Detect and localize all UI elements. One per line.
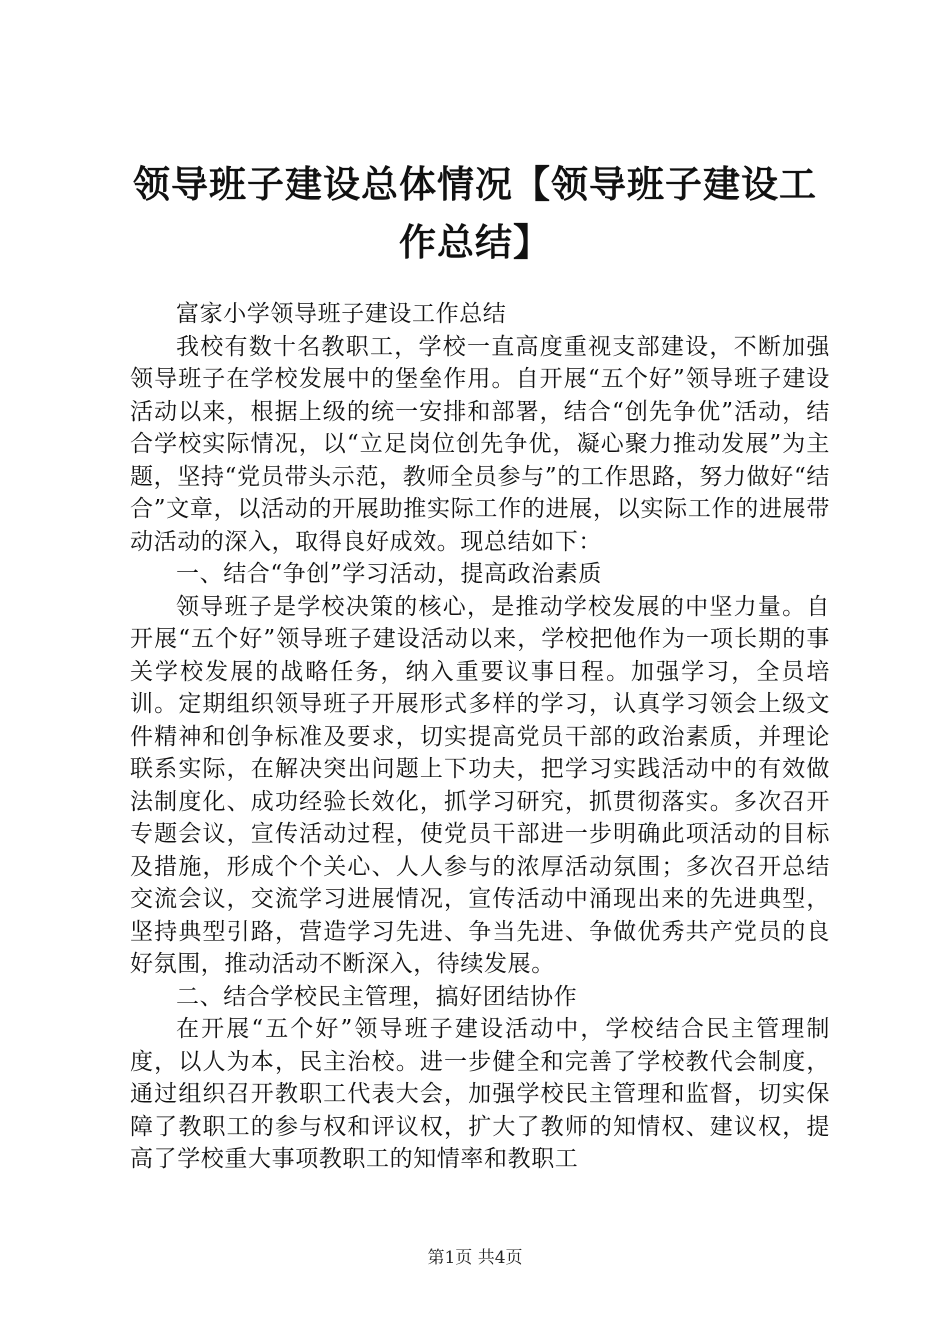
page-number-footer: 第1页 共4页 — [427, 1248, 523, 1268]
intro-paragraph: 我校有数十名教职工，学校一直高度重视支部建设，不断加强领导班子在学校发展中的堡垒作用。自开展“五个好”领导班子建设活动以来，根据上级的统一安排和部署，结合“创先争优”活动，结合学校实际情况，以“立足岗位创先争优，凝心聚力推动发展”为主题，坚持“党员带头示范，教师全员参与”的工作思路，努力做好“结合”文章，以活动的开展助推实际工作的进展，以实际工作的进展带动活动的深入，取得良好成效。现总结如下： — [130, 333, 830, 555]
section-2-paragraph: 在开展“五个好”领导班子建设活动中，学校结合民主管理制度，以人为本，民主治校。进一步健全和完善了学校教代会制度，通过组织召开教职工代表大会，加强学校民主管理和监督，切实保障了教职工的参与权和评议权，扩大了教师的知情权、建议权，提高了学校重大事项教职工的知情率和教职工 — [130, 1016, 830, 1172]
subtitle-paragraph: 富家小学领导班子建设工作总结 — [176, 301, 507, 327]
document-body — [130, 298, 830, 1176]
section-heading-1: 一、结合“争创”学习活动，提高政治素质 — [176, 561, 602, 587]
section-heading-2: 二、结合学校民主管理，搞好团结协作 — [176, 983, 578, 1010]
section-1-paragraph: 领导班子是学校决策的核心，是推动学校发展的中坚力量。自开展“五个好”领导班子建设活动以来，学校把他作为一项长期的事关学校发展的战略任务，纳入重要议事日程。加强学习，全员培训。定期组织领导班子开展形式多样的学习，认真学习领会上级文件精神和创争标准及要求，切实提高党员干部的政治素质，并理论联系实际，在解决突出问题上下功夫，把学习实践活动中的有效做法制度化、成功经验长效化，抓学习研究，抓贯彻落实。多次召开专题会议，宣传活动过程，使党员干部进一步明确此项活动的目标及措施，形成个个关心、人人参与的浓厚活动氛围；多次召开总结交流会议，交流学习进展情况，宣传活动中涌现出来的先进典型，坚持典型引路，营造学习先进、争当先进、争做优秀共产党员的良好氛围，推动活动不断深入，待续发展。 — [130, 593, 830, 977]
document-title: 领导班子建设总体情况【领导班子建设工作总结】 — [133, 162, 817, 264]
